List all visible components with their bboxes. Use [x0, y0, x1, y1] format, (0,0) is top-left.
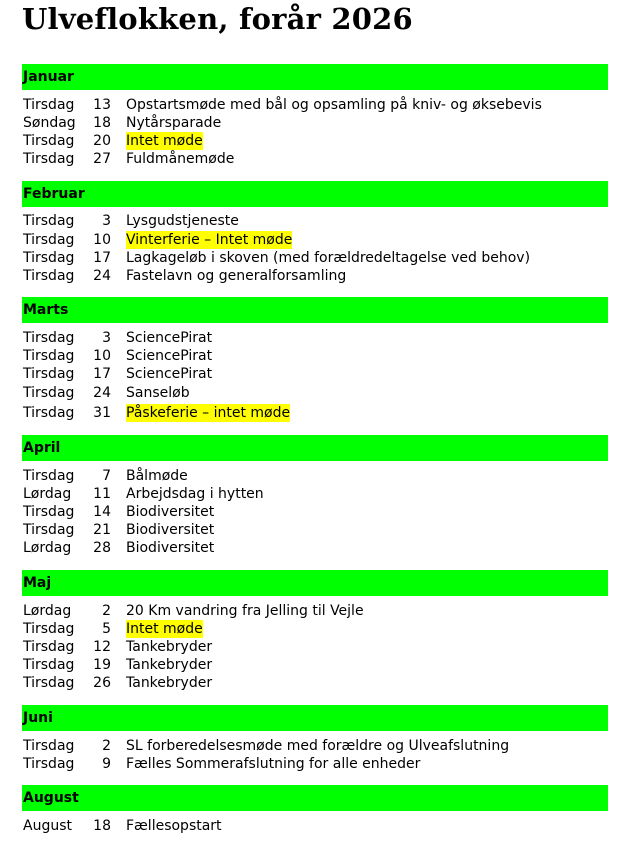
event-description-highlighted: Intet møde	[126, 133, 203, 149]
month-header-august: August	[22, 785, 608, 811]
page-title: Ulveflokken, forår 2026	[22, 2, 413, 36]
event-day: August	[23, 818, 72, 834]
event-description: Sanseløb	[126, 385, 190, 401]
event-day: Tirsdag	[23, 97, 75, 113]
event-row	[23, 249, 623, 267]
event-date: 11	[93, 486, 111, 502]
event-row	[23, 132, 623, 150]
month-header-februar: Februar	[22, 181, 608, 207]
event-day: Tirsdag	[23, 133, 75, 149]
event-date: 2	[102, 738, 111, 754]
event-row	[23, 602, 623, 620]
event-day: Tirsdag	[23, 330, 75, 346]
event-row	[23, 365, 623, 383]
event-row	[23, 539, 623, 557]
event-day: Søndag	[23, 115, 76, 131]
event-day: Tirsdag	[23, 657, 75, 673]
event-day: Tirsdag	[23, 468, 75, 484]
event-row	[23, 674, 623, 692]
event-description: Biodiversitet	[126, 522, 215, 538]
event-description: SL forberedelsesmøde med forældre og Ulveafslutning	[126, 738, 510, 754]
event-row	[23, 737, 623, 755]
event-row	[23, 384, 623, 402]
event-description: Lysgudstjeneste	[126, 213, 239, 229]
event-day: Lørdag	[23, 540, 72, 556]
event-date: 18	[93, 115, 111, 131]
event-row	[23, 267, 623, 285]
event-description: Fælles Sommerafslutning for alle enheder	[126, 756, 421, 772]
event-description: SciencePirat	[126, 330, 213, 346]
month-header-maj: Maj	[22, 570, 608, 596]
event-description: Bålmøde	[126, 468, 188, 484]
event-date: 24	[93, 385, 111, 401]
event-date: 10	[93, 348, 111, 364]
event-day: Tirsdag	[23, 504, 75, 520]
event-description-highlighted: Vinterferie – Intet møde	[126, 232, 293, 248]
event-description: Nytårsparade	[126, 115, 222, 131]
event-row	[23, 485, 623, 503]
event-description: Fastelavn og generalforsamling	[126, 268, 347, 284]
event-description: Tankebryder	[126, 657, 213, 673]
event-row	[23, 347, 623, 365]
event-date: 24	[93, 268, 111, 284]
event-day: Lørdag	[23, 486, 72, 502]
event-day: Tirsdag	[23, 405, 75, 421]
event-day: Tirsdag	[23, 250, 75, 266]
event-date: 3	[102, 330, 111, 346]
event-description: Opstartsmøde med bål og opsamling på kniv- og øksebevis	[126, 97, 542, 113]
event-row	[23, 329, 623, 347]
event-day: Tirsdag	[23, 385, 75, 401]
event-day: Tirsdag	[23, 348, 75, 364]
event-day: Tirsdag	[23, 639, 75, 655]
event-date: 20	[93, 133, 111, 149]
month-header-juni: Juni	[22, 705, 608, 731]
event-row	[23, 150, 623, 168]
event-day: Tirsdag	[23, 366, 75, 382]
event-row	[23, 638, 623, 656]
event-row	[23, 231, 623, 249]
event-description: Fuldmånemøde	[126, 151, 235, 167]
event-row	[23, 212, 623, 230]
event-date: 14	[93, 504, 111, 520]
event-row	[23, 755, 623, 773]
event-row	[23, 521, 623, 539]
month-header-marts: Marts	[22, 297, 608, 323]
event-description: Lagkageløb i skoven (med forældredeltagelse ved behov)	[126, 250, 531, 266]
event-date: 17	[93, 366, 111, 382]
event-row	[23, 503, 623, 521]
event-date: 27	[93, 151, 111, 167]
event-date: 10	[93, 232, 111, 248]
event-day: Tirsdag	[23, 738, 75, 754]
event-date: 31	[93, 405, 111, 421]
event-date: 28	[93, 540, 111, 556]
event-date: 7	[102, 468, 111, 484]
event-description-highlighted: Intet møde	[126, 621, 203, 637]
event-date: 26	[93, 675, 111, 691]
event-date: 19	[93, 657, 111, 673]
event-date: 18	[93, 818, 111, 834]
event-description: Arbejdsdag i hytten	[126, 486, 264, 502]
event-date: 9	[102, 756, 111, 772]
event-description: Tankebryder	[126, 639, 213, 655]
event-row	[23, 817, 623, 835]
event-day: Tirsdag	[23, 756, 75, 772]
event-day: Tirsdag	[23, 232, 75, 248]
event-description-highlighted: Påskeferie – intet møde	[126, 405, 291, 421]
month-header-januar: Januar	[22, 64, 608, 90]
event-day: Tirsdag	[23, 151, 75, 167]
event-date: 5	[102, 621, 111, 637]
event-date: 3	[102, 213, 111, 229]
event-row	[23, 467, 623, 485]
event-row	[23, 620, 623, 638]
event-day: Tirsdag	[23, 522, 75, 538]
event-row	[23, 114, 623, 132]
event-day: Lørdag	[23, 603, 72, 619]
month-header-april: April	[22, 435, 608, 461]
event-description: SciencePirat	[126, 366, 213, 382]
event-date: 21	[93, 522, 111, 538]
event-day: Tirsdag	[23, 213, 75, 229]
event-description: SciencePirat	[126, 348, 213, 364]
event-day: Tirsdag	[23, 268, 75, 284]
event-description: Tankebryder	[126, 675, 213, 691]
event-description: 20 Km vandring fra Jelling til Vejle	[126, 603, 364, 619]
event-description: Biodiversitet	[126, 504, 215, 520]
event-date: 13	[93, 97, 111, 113]
event-description: Biodiversitet	[126, 540, 215, 556]
event-day: Tirsdag	[23, 621, 75, 637]
event-date: 2	[102, 603, 111, 619]
event-date: 17	[93, 250, 111, 266]
event-row	[23, 656, 623, 674]
event-date: 12	[93, 639, 111, 655]
event-row	[23, 96, 623, 114]
event-description: Fællesopstart	[126, 818, 222, 834]
event-day: Tirsdag	[23, 675, 75, 691]
event-row	[23, 404, 623, 422]
